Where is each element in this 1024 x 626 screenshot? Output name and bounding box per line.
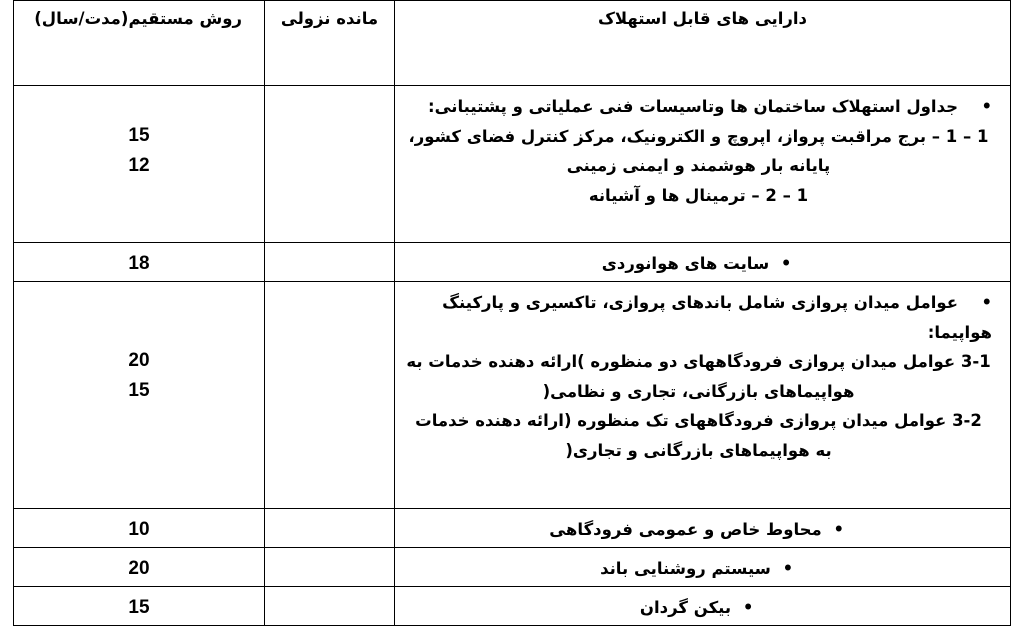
asset-subitem: 1 – 2 – ترمینال ها و آشیانه [588,185,809,205]
life-value: 20 [128,350,150,371]
table-row [14,548,1011,587]
life-cell [14,282,265,509]
life-value: 15 [128,379,150,401]
asset-cell [395,243,1011,282]
asset-title: بیکن گردان [639,598,732,617]
bullet-icon: • [742,598,754,617]
header-assets: دارایی های قابل استهلاک [395,1,1011,86]
life-cell [14,243,265,282]
asset-cell [395,86,1011,243]
asset-title: جداول استهلاک ساختمان ها وتاسیسات فنی عملیاتی و پشتیبانی: [428,97,958,116]
asset-subitem: 3-2 عوامل میدان پروازی فرودگاههای تک منظوره (ارائه دهنده خدمات به هواپیماهای بازرگانی و تجاری( [415,411,982,460]
asset-cell [395,509,1011,548]
asset-title: سیستم روشنایی باند [600,559,771,578]
life-cell [14,86,265,243]
bullet-icon: • [981,97,992,116]
asset-cell [395,548,1011,587]
residual-cell [265,587,395,626]
residual-cell [265,509,395,548]
life-value: 12 [128,154,150,176]
table-row [14,243,1011,282]
asset-title: محاوط خاص و عمومی فرودگاهی [549,520,822,539]
life-value: 15 [128,125,150,146]
life-cell [14,548,265,587]
asset-title: عوامل میدان پروازی شامل باندهای پروازی، تاکسیری و پارکینگ هواپیما: [442,293,992,342]
life-value: 10 [128,519,150,540]
table-header-row [14,1,1011,86]
asset-subitem: 3-1 عوامل میدان پروازی فرودگاههای دو منظوره )ارائه دهنده خدمات به هواپیماهای بازرگانی، تجاری و نظامی( [406,352,991,401]
residual-cell [265,548,395,587]
asset-subitem: 1 – 1 – برج مراقبت پرواز، اپروچ و الکترونیک، مرکز کنترل فضای کشور، پایانه بار هوشمند و ایمنی زمینی [408,126,989,175]
residual-cell [265,282,395,509]
asset-title: سایت های هوانوردی [601,254,770,273]
bullet-icon: • [981,293,992,312]
life-value: 20 [128,558,150,579]
life-value: 18 [128,253,150,274]
bullet-icon: • [780,254,792,273]
table-row [14,86,1011,243]
life-value: 15 [128,597,150,618]
table-row [14,509,1011,548]
residual-cell [265,243,395,282]
life-cell [14,509,265,548]
depreciation-table [13,0,1011,626]
table-row [14,587,1011,626]
asset-cell [395,587,1011,626]
header-residual: مانده نزولی [265,1,395,86]
residual-cell [265,86,395,243]
life-cell [14,587,265,626]
table-row [14,282,1011,509]
bullet-icon: • [782,559,794,578]
bullet-icon: • [833,520,845,539]
header-straight-line: روش مستقیم(مدت/سال) [14,1,265,86]
asset-cell [395,282,1011,509]
